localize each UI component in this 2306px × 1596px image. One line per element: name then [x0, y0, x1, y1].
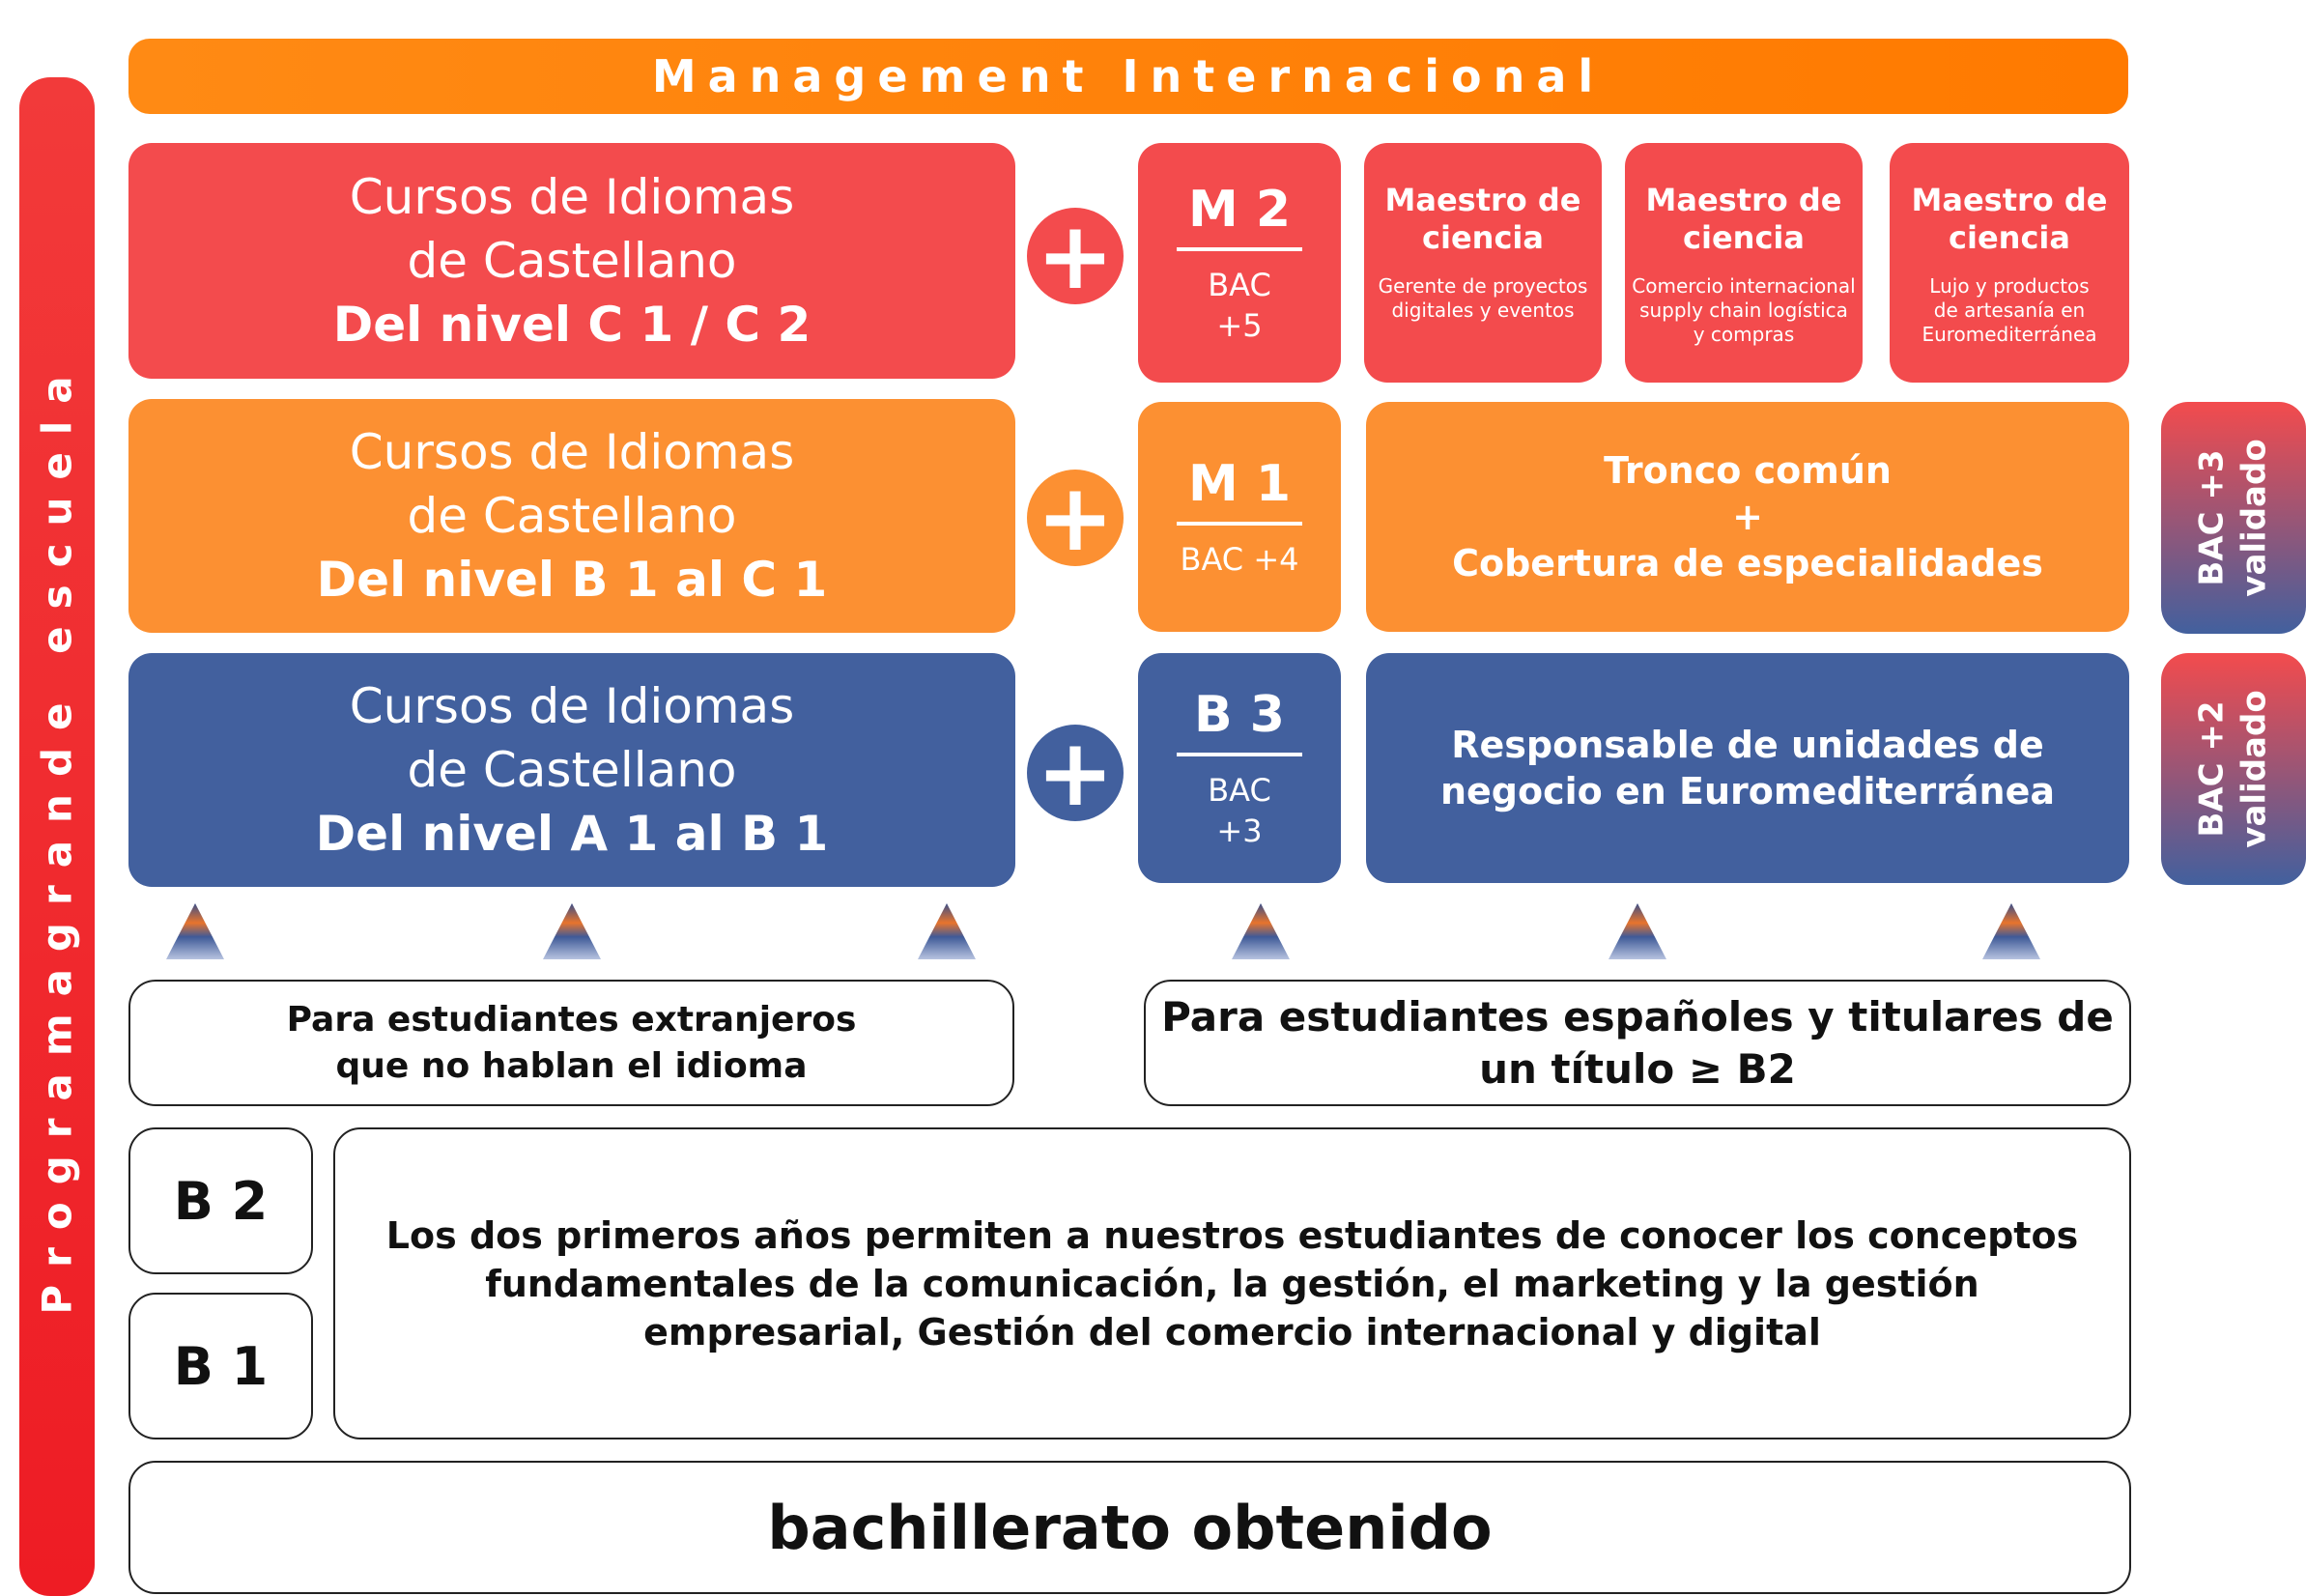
- side-bar-label: Programagrande escuela: [33, 358, 81, 1315]
- validado-line-1: BAC +2: [2193, 700, 2232, 838]
- master-title-2: ciencia: [1422, 219, 1544, 256]
- level-code: B 3: [1194, 686, 1285, 744]
- responsable-line-2: negocio en Euromediterránea: [1439, 770, 2056, 812]
- master-title-1: Maestro de: [1911, 182, 2108, 218]
- up-arrow-icon: [1982, 903, 2040, 959]
- plus-icon: +: [1027, 208, 1124, 304]
- first-years-description: [333, 1127, 2131, 1439]
- level-bac: BAC +4: [1180, 541, 1299, 578]
- tronco-plus: +: [1732, 496, 1763, 538]
- audience-spanish-line-1: Para estudiantes españoles y titulares de: [1161, 992, 2114, 1040]
- audience-spanish-students: [1144, 980, 2131, 1106]
- master-subtitle: [1625, 274, 1863, 347]
- level-bac-plus: +3: [1216, 812, 1263, 849]
- master-card-international-trade: [1625, 143, 1863, 383]
- level-code: M 1: [1187, 455, 1292, 513]
- master-subtitle: [1364, 274, 1602, 323]
- validado-text: [2191, 690, 2276, 847]
- up-arrow-icon: [918, 903, 976, 959]
- master-card-luxury: [1890, 143, 2129, 383]
- responsable-line-1: Responsable de unidades de: [1451, 724, 2044, 766]
- master-title-1: Maestro de: [1384, 182, 1581, 218]
- description-line-2: fundamentales de la comunicación, la gestión, el marketing y la gestión: [485, 1262, 1979, 1305]
- responsable-card: [1366, 653, 2129, 883]
- master-card-digital-projects: [1364, 143, 1602, 383]
- plus-icon: +: [1027, 470, 1124, 566]
- description-line-3: empresarial, Gestión del comercio internacional y digital: [643, 1310, 1821, 1354]
- baccalaureate-box: [128, 1461, 2131, 1594]
- master-sub-2: de artesanía en: [1933, 299, 2086, 322]
- level-b3: [1138, 653, 1341, 883]
- lang-title-line-1: Cursos de Idiomas: [349, 169, 795, 225]
- audience-foreign-students: [128, 980, 1014, 1106]
- level-divider: [1177, 753, 1302, 756]
- validado-line-2: validado: [2235, 690, 2274, 848]
- master-subtitle: [1890, 274, 2129, 347]
- side-bar: [19, 77, 95, 1596]
- master-title-1: Maestro de: [1645, 182, 1842, 218]
- audience-foreign-line-1: Para estudiantes extranjeros: [286, 999, 857, 1040]
- language-course-c1-c2: [128, 143, 1015, 379]
- master-sub-1: Comercio internacional: [1632, 274, 1856, 298]
- validado-badge-bac3: [2161, 402, 2306, 634]
- master-title-2: ciencia: [1949, 219, 2070, 256]
- level-m2: [1138, 143, 1341, 383]
- validado-text: [2191, 439, 2276, 596]
- level-m1: [1138, 402, 1341, 632]
- level-bac: BAC: [1208, 267, 1271, 303]
- audience-foreign-line-2: que no hablan el idioma: [335, 1045, 808, 1086]
- year-b1-label: B 1: [173, 1335, 269, 1397]
- validado-line-2: validado: [2235, 439, 2274, 597]
- lang-level: Del nivel C 1 / C 2: [332, 297, 811, 353]
- year-b1: [128, 1293, 313, 1439]
- tronco-line-1: Tronco común: [1604, 449, 1892, 492]
- level-bac-plus: +5: [1216, 307, 1263, 344]
- lang-title-line-2: de Castellano: [407, 742, 737, 798]
- audience-spanish-line-2: un título ≥ B2: [1479, 1044, 1796, 1093]
- up-arrow-icon: [1609, 903, 1666, 959]
- language-course-a1-b1: [128, 653, 1015, 887]
- up-arrow-icon: [1232, 903, 1290, 959]
- master-sub-2: digitales y eventos: [1391, 299, 1575, 322]
- level-code: M 2: [1187, 181, 1292, 239]
- plus-icon: +: [1027, 725, 1124, 821]
- tronco-line-3: Cobertura de especialidades: [1452, 542, 2043, 584]
- lang-level: Del nivel A 1 al B 1: [315, 806, 829, 862]
- tronco-comun-card: [1366, 402, 2129, 632]
- lang-title-line-2: de Castellano: [407, 488, 737, 544]
- lang-title-line-2: de Castellano: [407, 233, 737, 289]
- header-title: Management Internacional: [651, 50, 1606, 102]
- master-sub-1: Lujo y productos: [1929, 274, 2090, 298]
- master-sub-2: supply chain logística: [1639, 299, 1848, 322]
- year-b2: [128, 1127, 313, 1274]
- lang-title-line-1: Cursos de Idiomas: [349, 424, 795, 480]
- level-divider: [1177, 522, 1302, 526]
- up-arrow-icon: [166, 903, 224, 959]
- lang-title-line-1: Cursos de Idiomas: [349, 678, 795, 734]
- master-sub-3: Euromediterránea: [1922, 323, 2097, 346]
- up-arrow-icon: [543, 903, 601, 959]
- master-sub-3: y compras: [1693, 323, 1795, 346]
- level-divider: [1177, 247, 1302, 251]
- header-bar: [128, 39, 2128, 114]
- baccalaureate-label: bachillerato obtenido: [767, 1492, 1493, 1563]
- validado-badge-bac2: [2161, 653, 2306, 885]
- master-title-2: ciencia: [1683, 219, 1805, 256]
- level-bac: BAC: [1208, 772, 1271, 809]
- language-course-b1-c1: [128, 399, 1015, 633]
- validado-line-1: BAC +3: [2193, 449, 2232, 586]
- lang-level: Del nivel B 1 al C 1: [316, 552, 828, 608]
- year-b2-label: B 2: [173, 1170, 269, 1232]
- description-line-1: Los dos primeros años permiten a nuestros estudiantes de conocer los conceptos: [385, 1213, 2079, 1257]
- master-sub-1: Gerente de proyectos: [1378, 274, 1588, 298]
